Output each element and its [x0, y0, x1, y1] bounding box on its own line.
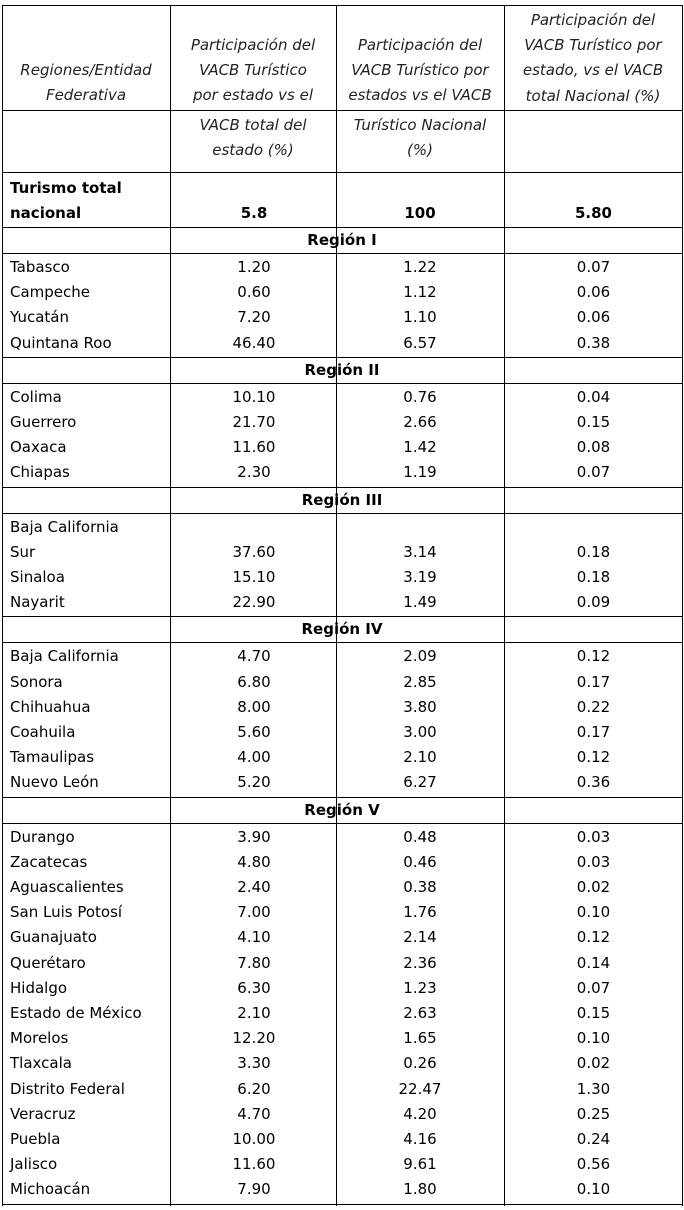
national-share-value: 3.14 [403, 542, 437, 561]
total-share-value: 0.14 [576, 953, 611, 972]
total-share-value: 0.56 [576, 1155, 611, 1174]
national-share-value: 1.19 [403, 463, 437, 482]
header-col-national-share-cont: (%) [407, 141, 433, 160]
national-share-value: 2.14 [403, 928, 437, 947]
region-heading: Región IV [301, 620, 383, 639]
state-share-value: 2.10 [237, 1004, 271, 1022]
total-share-value: 0.02 [576, 1054, 611, 1073]
state-name: Chihuahua [10, 697, 91, 716]
state-name: Guanajuato [10, 928, 97, 947]
region-heading: Región I [307, 231, 377, 249]
total-label: Turismo total [10, 179, 122, 197]
total-share-value: 0.07 [576, 978, 611, 997]
header-col-national-share: VACB Turístico por [351, 61, 489, 80]
national-share-value: 3.19 [403, 568, 437, 586]
state-share-value: 15.10 [232, 568, 276, 586]
state-share-value: 6.30 [237, 978, 271, 997]
header-col-total-share: Participación del [530, 11, 656, 29]
state-name: Hidalgo [10, 978, 68, 997]
state-name: Campeche [10, 283, 91, 302]
total-total-share: 5.80 [574, 204, 612, 223]
header-col-entity: Regiones/Entidad [20, 61, 152, 79]
total-national-share: 100 [404, 204, 436, 223]
state-share-value: 4.80 [237, 852, 271, 871]
state-name: Querétaro [10, 953, 86, 972]
state-name: Michoacán [10, 1180, 91, 1199]
total-share-value: 0.18 [576, 542, 611, 561]
total-share-value: 0.22 [576, 697, 611, 716]
state-name: Tabasco [10, 258, 70, 276]
state-share-value: 1.20 [237, 258, 271, 276]
state-share-value: 37.60 [232, 542, 276, 561]
state-name: Guerrero [10, 413, 77, 431]
national-share-value: 2.66 [403, 413, 437, 431]
row-divider [2, 513, 682, 514]
national-share-value: 2.09 [403, 647, 437, 666]
header-col-total-share: VACB Turístico por [524, 36, 662, 55]
row-divider [2, 383, 682, 384]
state-share-value: 22.90 [232, 593, 276, 612]
state-share-value: 10.00 [232, 1130, 276, 1148]
total-share-value: 0.15 [576, 1004, 611, 1022]
row-divider [2, 823, 682, 824]
row-divider [2, 1204, 682, 1205]
state-name: Chiapas [10, 463, 70, 482]
header-col-state-share-cont: estado (%) [212, 141, 294, 160]
state-share-value: 12.20 [232, 1029, 276, 1048]
state-name: Durango [10, 827, 75, 846]
national-share-value: 22.47 [398, 1079, 442, 1098]
total-share-value: 0.17 [576, 672, 611, 691]
state-name: Zacatecas [10, 852, 88, 871]
total-share-value: 0.09 [576, 593, 611, 612]
header-col-entity: Federativa [45, 86, 127, 105]
national-share-value: 2.10 [403, 748, 437, 767]
state-share-value: 4.70 [237, 1104, 271, 1123]
total-share-value: 0.12 [576, 647, 611, 666]
row-divider [2, 253, 682, 254]
national-share-value: 2.63 [403, 1004, 437, 1022]
state-name: Tamaulipas [10, 748, 95, 767]
region-heading: Región II [304, 360, 380, 379]
state-name: Distrito Federal [10, 1079, 125, 1098]
state-share-value: 7.00 [237, 903, 271, 922]
state-name: Baja California [10, 517, 119, 536]
state-name: Veracruz [10, 1104, 76, 1123]
total-share-value: 0.03 [576, 852, 611, 871]
state-name: Nuevo León [10, 773, 99, 792]
national-share-value: 4.16 [403, 1130, 437, 1148]
row-divider [2, 110, 682, 111]
total-share-value: 0.04 [576, 387, 611, 406]
state-name: Quintana Roo [10, 333, 112, 352]
state-share-value: 11.60 [232, 438, 276, 457]
state-share-value: 46.40 [232, 333, 276, 352]
state-share-value: 3.30 [237, 1054, 271, 1073]
state-name: Sur [10, 542, 36, 561]
state-name: Colima [10, 387, 62, 406]
national-share-value: 6.27 [403, 773, 437, 792]
national-share-value: 6.57 [403, 333, 437, 352]
national-share-value: 0.48 [403, 827, 437, 846]
state-name: Nayarit [10, 593, 65, 612]
state-share-value: 4.70 [237, 647, 271, 666]
column-divider [2, 5, 3, 1206]
total-share-value: 0.25 [576, 1104, 611, 1123]
header-col-state-share: VACB Turístico [199, 61, 307, 80]
national-share-value: 0.46 [403, 852, 437, 871]
total-share-value: 0.08 [576, 438, 611, 457]
total-share-value: 0.17 [576, 723, 611, 741]
national-share-value: 2.85 [403, 672, 437, 691]
state-share-value: 2.30 [237, 463, 271, 482]
total-share-value: 0.07 [576, 258, 611, 276]
national-share-value: 1.76 [403, 903, 437, 922]
national-share-value: 3.00 [403, 723, 437, 741]
national-share-value: 1.65 [403, 1029, 437, 1048]
header-col-national-share: estados vs el VACB [348, 86, 492, 105]
total-share-value: 0.24 [576, 1130, 611, 1148]
header-col-state-share-cont: VACB total del [199, 116, 307, 134]
national-share-value: 1.12 [403, 283, 437, 302]
total-share-value: 0.06 [576, 308, 611, 327]
state-share-value: 10.10 [232, 387, 276, 406]
state-name: Jalisco [10, 1155, 58, 1174]
state-share-value: 6.20 [237, 1079, 271, 1098]
state-name: Yucatán [10, 308, 69, 327]
header-col-national-share: Participación del [357, 36, 483, 54]
national-share-value: 3.80 [403, 697, 437, 716]
national-share-value: 9.61 [403, 1155, 437, 1174]
region-heading: Región III [301, 490, 383, 509]
national-share-value: 1.22 [403, 258, 437, 276]
row-divider [2, 172, 682, 173]
state-share-value: 7.20 [237, 308, 271, 327]
state-name: Sinaloa [10, 568, 65, 586]
total-share-value: 0.03 [576, 827, 611, 846]
state-share-value: 4.10 [237, 928, 271, 947]
state-name: Coahuila [10, 723, 76, 741]
header-col-national-share-cont: Turístico Nacional [353, 116, 487, 134]
state-share-value: 11.60 [232, 1155, 276, 1174]
region-heading: Región V [304, 800, 380, 819]
national-share-value: 2.36 [403, 953, 437, 972]
total-state-share: 5.8 [240, 204, 268, 223]
national-share-value: 1.10 [403, 308, 437, 327]
total-share-value: 0.12 [576, 748, 611, 767]
national-share-value: 1.42 [403, 438, 437, 457]
state-share-value: 0.60 [237, 283, 271, 302]
state-name: Estado de México [10, 1004, 142, 1022]
state-share-value: 7.90 [237, 1180, 271, 1199]
state-share-value: 2.40 [237, 878, 271, 896]
state-share-value: 3.90 [237, 827, 271, 846]
header-col-total-share: estado, vs el VACB [522, 61, 664, 80]
total-share-value: 0.38 [576, 333, 611, 352]
total-share-value: 0.07 [576, 463, 611, 482]
state-name: Baja California [10, 647, 119, 666]
header-col-state-share: por estado vs el [192, 86, 314, 105]
national-share-value: 0.38 [403, 878, 437, 896]
state-share-value: 5.20 [237, 773, 271, 792]
header-col-total-share: total Nacional (%) [525, 86, 661, 105]
total-share-value: 0.12 [576, 928, 611, 947]
state-name: San Luis Potosí [10, 903, 123, 922]
total-share-value: 0.18 [576, 568, 611, 586]
total-share-value: 0.10 [576, 903, 611, 922]
state-name: Oaxaca [10, 438, 67, 457]
total-share-value: 0.15 [576, 413, 611, 431]
state-name: Morelos [10, 1029, 69, 1048]
total-share-value: 0.10 [576, 1180, 611, 1199]
total-share-value: 1.30 [576, 1079, 611, 1098]
state-name: Aguascalientes [10, 878, 124, 896]
row-divider [2, 5, 682, 6]
national-share-value: 4.20 [403, 1104, 437, 1123]
total-share-value: 0.36 [576, 773, 611, 792]
header-col-state-share: Participación del [190, 36, 316, 54]
state-share-value: 6.80 [237, 672, 271, 691]
total-share-value: 0.06 [576, 283, 611, 302]
row-divider [2, 642, 682, 643]
national-share-value: 0.26 [403, 1054, 437, 1073]
national-share-value: 0.76 [403, 387, 437, 406]
state-share-value: 4.00 [237, 748, 271, 767]
national-share-value: 1.80 [403, 1180, 437, 1199]
state-name: Tlaxcala [10, 1054, 72, 1073]
total-share-value: 0.10 [576, 1029, 611, 1048]
state-share-value: 5.60 [237, 723, 271, 741]
total-label: nacional [10, 204, 82, 223]
state-name: Sonora [10, 672, 63, 691]
national-share-value: 1.49 [403, 593, 437, 612]
state-share-value: 8.00 [237, 697, 271, 716]
state-share-value: 7.80 [237, 953, 271, 972]
state-name: Puebla [10, 1130, 61, 1148]
total-share-value: 0.02 [576, 878, 611, 896]
column-divider [682, 5, 683, 1206]
state-share-value: 21.70 [232, 413, 276, 431]
national-share-value: 1.23 [403, 978, 437, 997]
